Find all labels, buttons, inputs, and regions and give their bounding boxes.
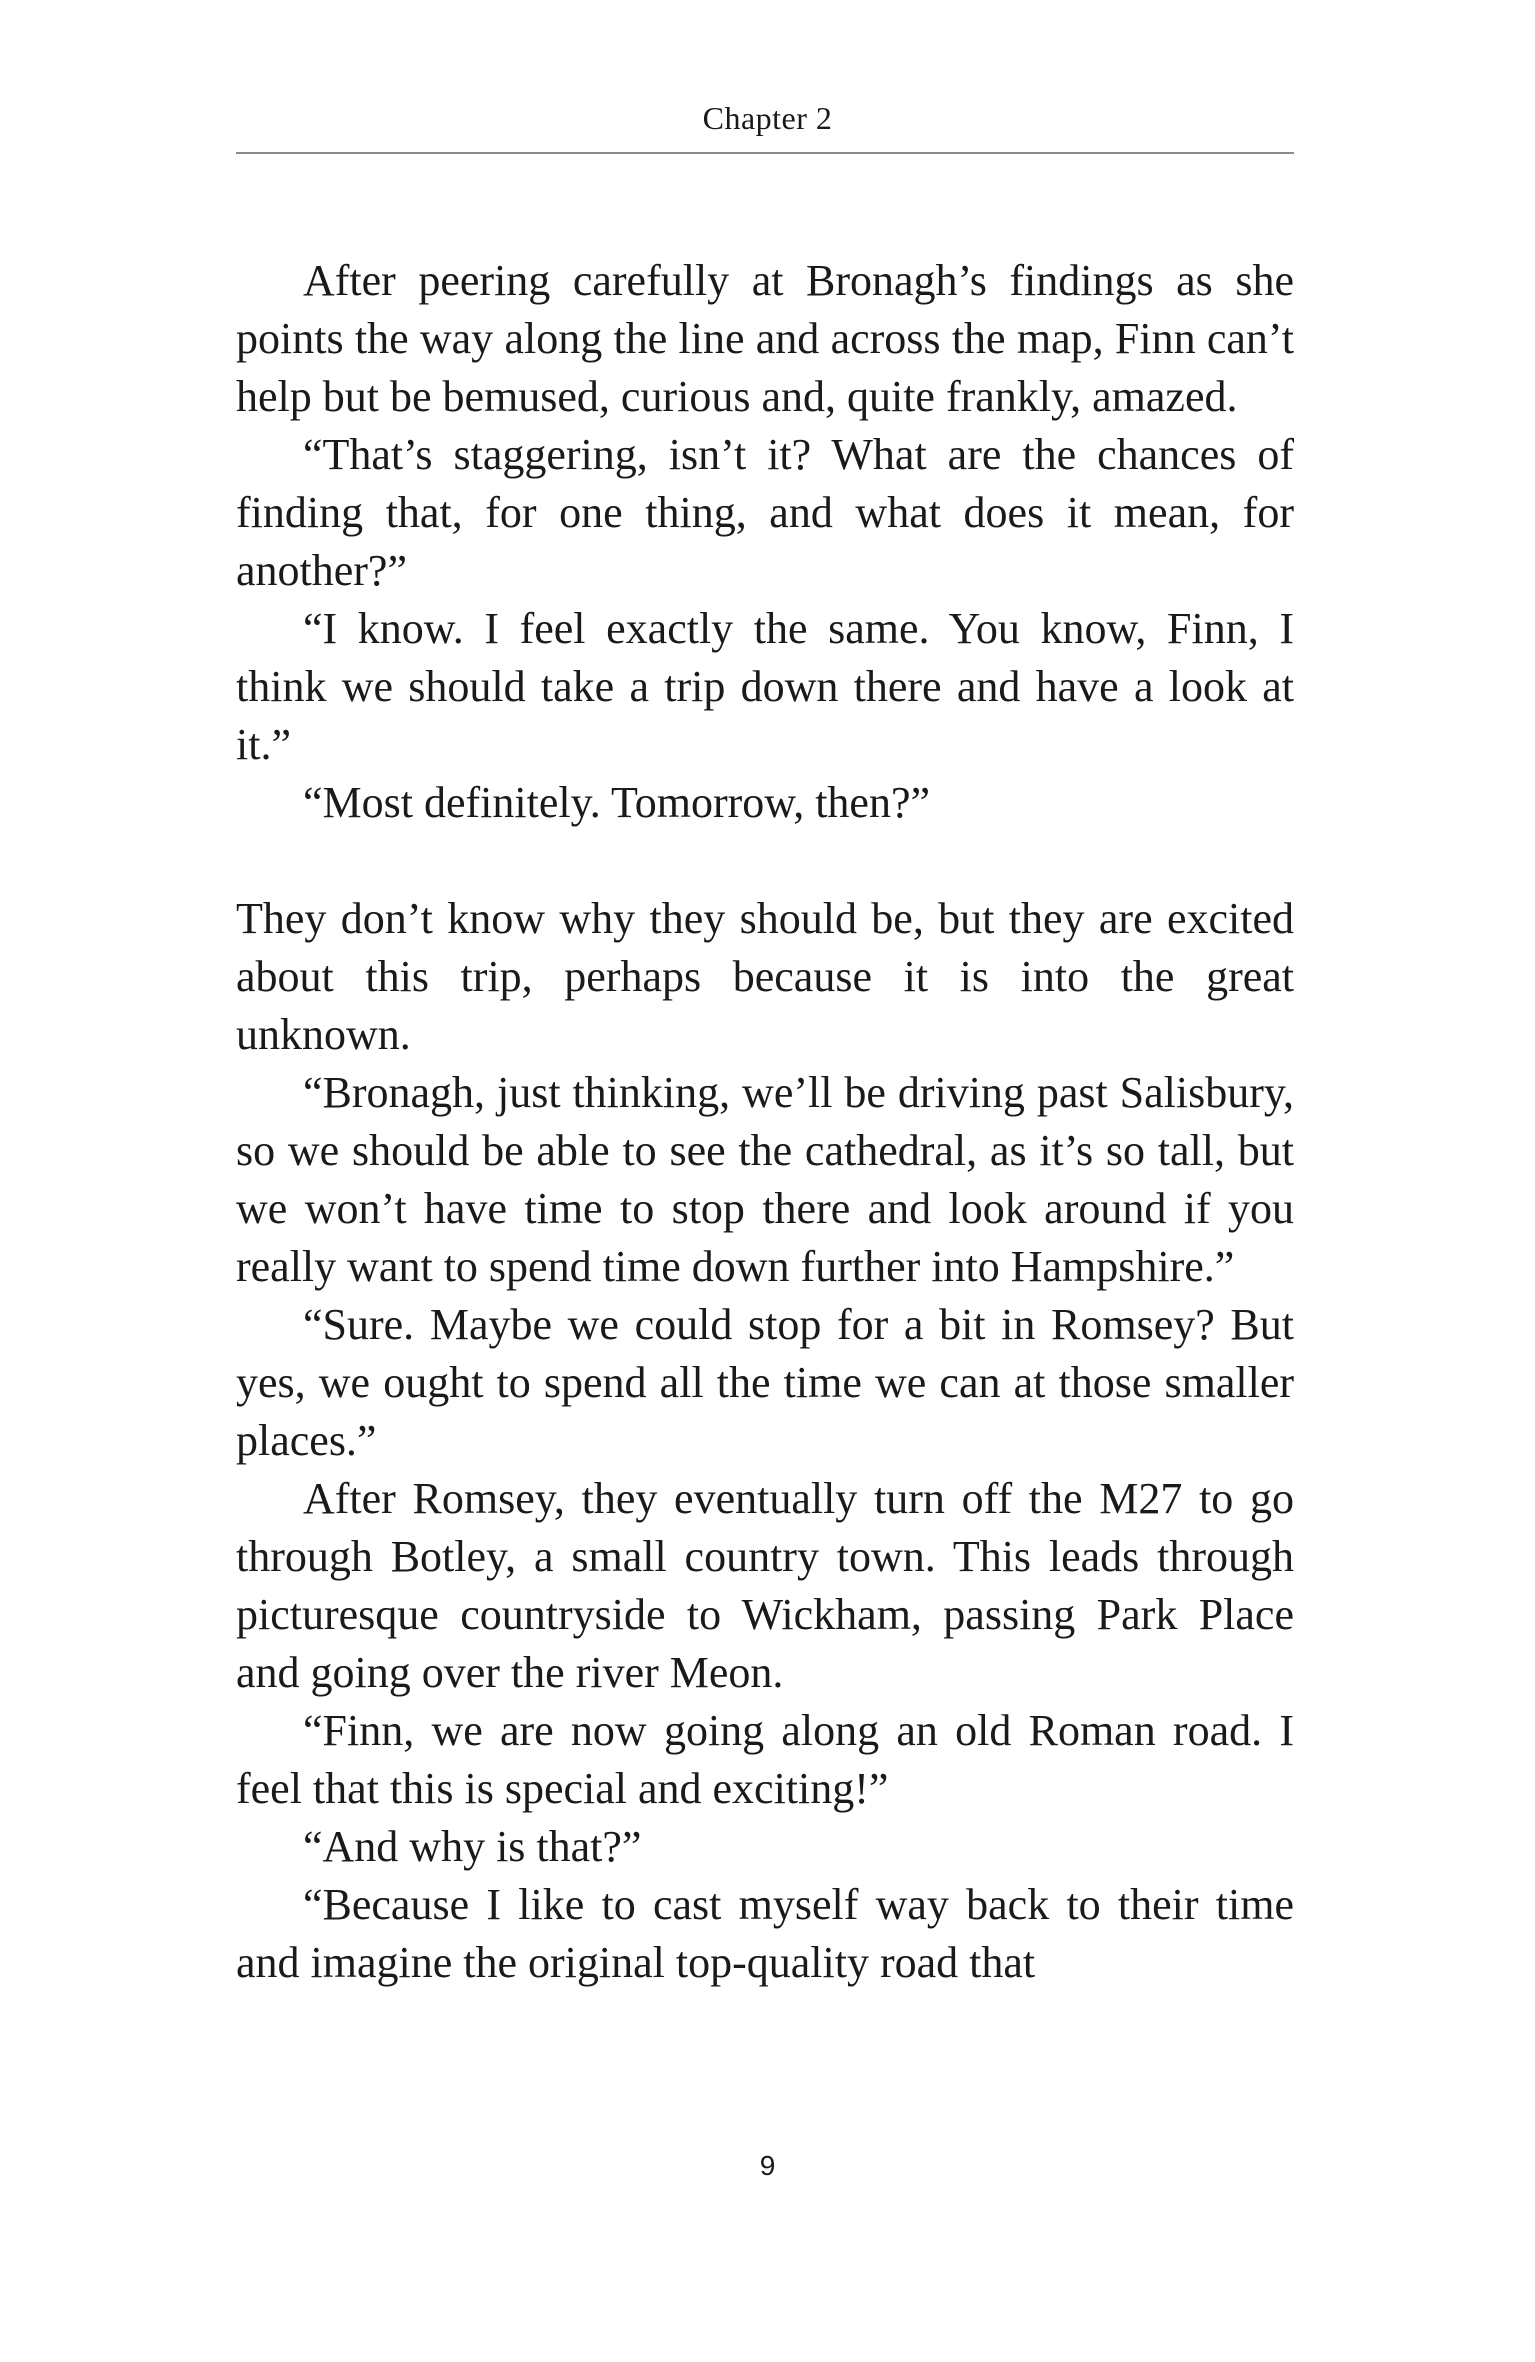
paragraph: “That’s staggering, isn’t it? What are the chances of finding that, for one thing, and what does it mean, for another?” xyxy=(236,430,1294,595)
body-text xyxy=(236,252,1294,1992)
paragraph: “Finn, we are now going along an old Roman road. I feel that this is special and exciting!” xyxy=(236,1706,1294,1813)
paragraph: “Most definitely. Tomorrow, then?” xyxy=(303,778,931,827)
page-number: 9 xyxy=(759,2150,776,2181)
paragraph: “Sure. Maybe we could stop for a bit in Romsey? But yes, we ought to spend all the time we can at those smaller places.” xyxy=(236,1300,1294,1465)
paragraph: “Bronagh, just thinking, we’ll be driving past Salisbury, so we should be able to see the cathedral, as it’s so tall, but we won’t have time to stop there and look around if you really want to spend time down further into Hampshire.” xyxy=(236,1068,1294,1291)
header-rule xyxy=(236,152,1294,154)
running-header: Chapter 2 xyxy=(702,100,833,136)
paragraph: “I know. I feel exactly the same. You know, Finn, I think we should take a trip down there and have a look at it.” xyxy=(236,604,1294,769)
paragraph: They don’t know why they should be, but they are excited about this trip, perhaps because it is into the great unknown. xyxy=(236,894,1294,1059)
paragraph: After Romsey, they eventually turn off the M27 to go through Botley, a small country town. This leads through picturesque countryside to Wickham, passing Park Place and going over the river Meon. xyxy=(236,1474,1294,1697)
paragraph: “Because I like to cast myself way back to their time and imagine the original top-quality road that xyxy=(236,1880,1294,1987)
paragraph: “And why is that?” xyxy=(303,1822,642,1871)
paragraph: After peering carefully at Bronagh’s findings as she points the way along the line and across the map, Finn can’t help but be bemused, curious and, quite frankly, amazed. xyxy=(236,256,1294,421)
